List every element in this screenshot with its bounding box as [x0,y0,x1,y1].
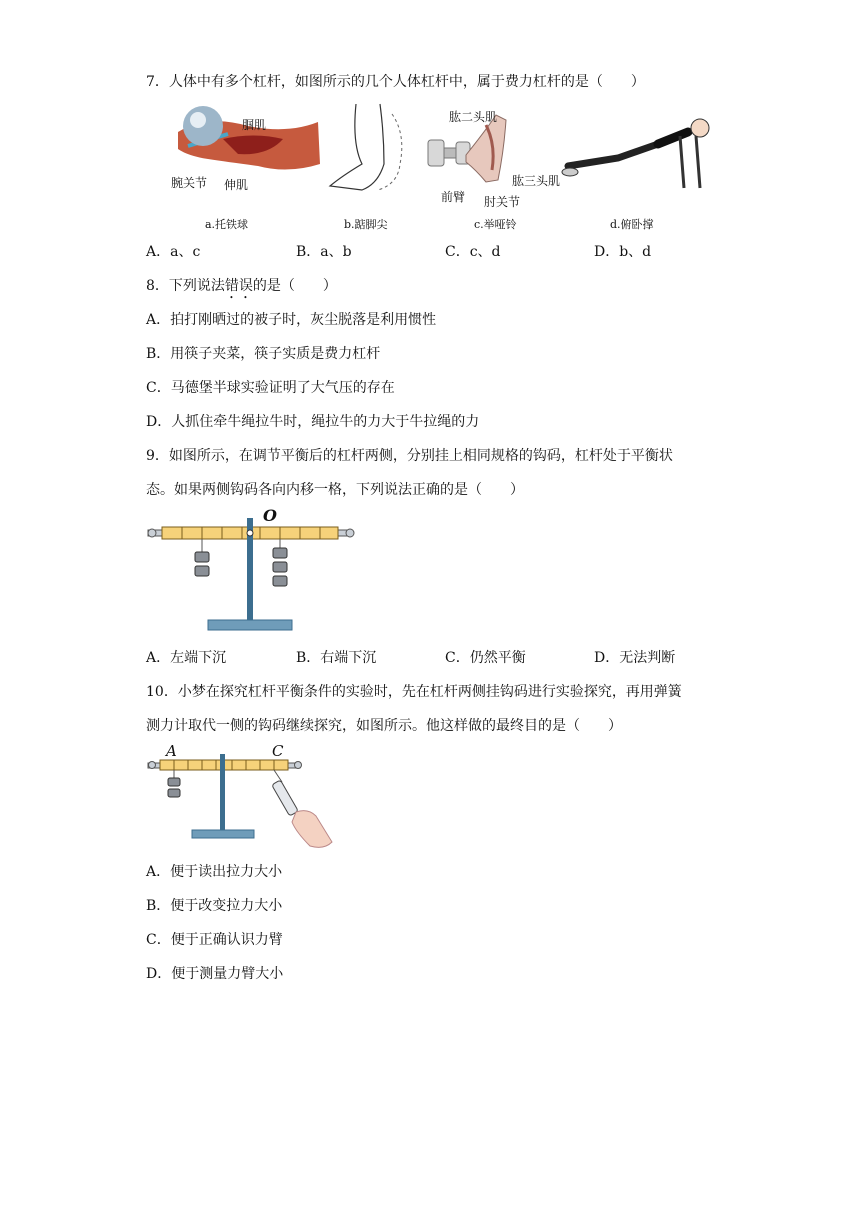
q8-option-c[interactable]: C．马德堡半球实验证明了大气压的存在 [146,380,395,396]
q9-option-b[interactable]: B．右端下沉 [296,650,377,666]
q10-label-c: C [272,742,284,760]
q10-option-a[interactable]: A．便于读出拉力大小 [146,864,283,880]
q10-stem-line-2: 测力计取代一侧的钩码继续探究，如图所示。他这样做的最终目的是（ ） [146,718,622,734]
fig-c-label-1: 肱二头肌 [449,110,498,124]
q9-stem-line-2: 态。如果两侧钩码各向内移一格，下列说法正确的是（ ） [146,482,524,498]
q7-option-c[interactable]: C．c、d [445,244,501,260]
q10-option-b[interactable]: B．便于改变拉力大小 [146,898,283,914]
fig-d-caption: d.俯卧撑 [610,218,654,231]
q8-option-d[interactable]: D．人抓住牵牛绳拉牛时，绳拉牛的力大于牛拉绳的力 [146,414,480,430]
fig-c-caption: c.举哑铃 [474,218,517,231]
q9-option-a[interactable]: A．左端下沉 [146,650,227,666]
q10-label-a: A [166,742,177,760]
q10-stem-line-1: 10．小梦在探究杠杆平衡条件的实验时，先在杠杆两侧挂钩码进行实验探究，再用弹簧 [146,684,682,700]
fig-c-label-3: 前臂 [441,190,466,204]
q8-option-a[interactable]: A．拍打刚晒过的被子时，灰尘脱落是利用惯性 [146,312,437,328]
fig-a-label-1: 腘肌 [242,118,267,132]
q7-option-b[interactable]: B．a、b [296,244,352,260]
q8-stem [146,276,337,302]
q9-option-d[interactable]: D．无法判断 [594,650,676,666]
q9-lever-figure [146,510,356,635]
q9-fulcrum-label: O [263,506,277,525]
q8-stem-emphasis: 错误 [224,278,253,294]
fig-a-label-2: 腕关节 [171,176,208,190]
q7-option-a[interactable]: A．a、c [146,244,201,260]
fig-c-label-2: 肱三头肌 [512,174,561,188]
q8-option-b[interactable]: B．用筷子夹菜，筷子实质是费力杠杆 [146,346,381,362]
fig-b-caption: b.踮脚尖 [344,218,388,231]
fig-a-label-3: 伸肌 [224,178,249,192]
q9-option-c[interactable]: C．仍然平衡 [445,650,526,666]
fig-c-label-4: 肘关节 [484,195,521,209]
fig-b-foot [322,104,422,194]
q9-stem-line-1: 9．如图所示，在调节平衡后的杠杆两侧，分别挂上相同规格的钩码，杠杆处于平衡状 [146,448,673,464]
q7-option-d[interactable]: D．b、d [594,244,652,260]
q8-stem-suffix: 的是（ ） [252,278,337,294]
fig-d-pushup [558,106,718,196]
q8-stem-prefix: 8．下列说法 [146,278,225,294]
q10-option-d[interactable]: D．便于测量力臂大小 [146,966,284,982]
q10-lever-figure [146,752,346,852]
fig-a-caption: a.托铁球 [205,218,249,231]
q7-stem: 7．人体中有多个杠杆，如图所示的几个人体杠杆中，属于费力杠杆的是（ ） [146,74,645,90]
q10-option-c[interactable]: C．便于正确认识力臂 [146,932,283,948]
